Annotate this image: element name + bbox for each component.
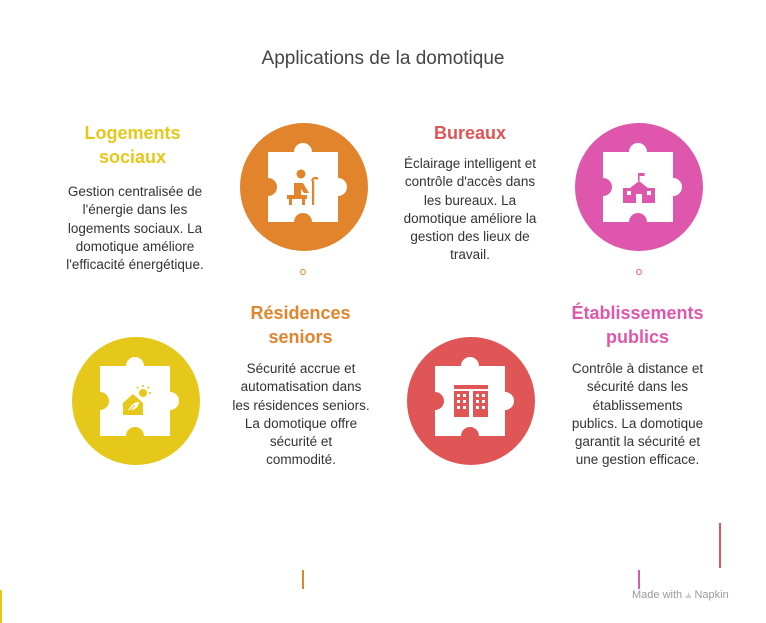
eco-house-icon bbox=[72, 337, 200, 465]
heading-line: seniors bbox=[268, 327, 333, 347]
desc-line: travail. bbox=[450, 247, 490, 263]
heading-residences-seniors bbox=[228, 301, 373, 349]
circle-etablissements-publics bbox=[575, 123, 703, 251]
timeline-bar-pink bbox=[638, 570, 640, 589]
desc-line: La domotique offre bbox=[244, 415, 358, 431]
desc-line: gestion des lieux de bbox=[410, 229, 530, 245]
heading-bureaux bbox=[400, 121, 540, 145]
connector-dot-pink bbox=[636, 269, 642, 275]
circle-bureaux bbox=[407, 337, 535, 465]
desc-line: l'efficacité énergétique. bbox=[66, 257, 204, 273]
office-building-icon bbox=[407, 337, 535, 465]
heading-line: publics bbox=[605, 327, 669, 347]
desc-line: les bureaux. La bbox=[423, 192, 517, 208]
heading-line: Bureaux bbox=[433, 123, 507, 143]
desc-line: l'énergie dans les bbox=[82, 202, 188, 218]
circle-residences-seniors bbox=[240, 123, 368, 251]
desc-logements-sociaux bbox=[45, 183, 225, 274]
heading-line: Logements bbox=[84, 123, 181, 143]
timeline-bar-yellow bbox=[0, 590, 2, 623]
desc-line: établissements bbox=[592, 397, 683, 413]
desc-line: automatisation dans bbox=[240, 379, 362, 395]
desc-line: commodité. bbox=[266, 452, 336, 468]
desc-line: une gestion efficace. bbox=[575, 452, 700, 468]
desc-line: domotique améliore bbox=[75, 238, 195, 254]
desc-line: les résidences seniors. bbox=[232, 397, 370, 413]
desc-line: Contrôle à distance et bbox=[571, 361, 704, 376]
desc-line: sécurité et bbox=[269, 434, 333, 450]
heading-logements-sociaux bbox=[60, 121, 205, 169]
heading-line: sociaux bbox=[98, 147, 167, 167]
made-with-label: Made with bbox=[632, 589, 683, 601]
school-building-icon bbox=[575, 123, 703, 251]
timeline-bar-red bbox=[719, 523, 721, 568]
napkin-brand-label: Napkin bbox=[694, 589, 729, 601]
desc-line: domotique améliore la bbox=[403, 210, 537, 226]
heading-line: Résidences bbox=[250, 303, 351, 323]
elderly-person-icon bbox=[240, 123, 368, 251]
desc-line: Gestion centralisée de bbox=[67, 184, 203, 199]
timeline-bar-orange bbox=[302, 570, 304, 589]
napkin-logo-icon: ⫨ bbox=[685, 589, 692, 601]
desc-etablissements-publics bbox=[550, 360, 725, 470]
desc-bureaux bbox=[382, 155, 558, 265]
desc-residences-seniors bbox=[212, 360, 390, 470]
desc-line: logements sociaux. La bbox=[67, 220, 203, 236]
desc-line: sécurité dans les bbox=[586, 379, 689, 395]
heading-line: Établissements bbox=[571, 303, 704, 323]
heading-etablissements-publics bbox=[555, 301, 720, 349]
circle-logements-sociaux bbox=[72, 337, 200, 465]
desc-line: publics. La domotique bbox=[571, 415, 704, 431]
connector-dot-orange bbox=[300, 269, 306, 275]
desc-line: contrôle d'accès dans bbox=[404, 174, 536, 190]
desc-line: Éclairage intelligent et bbox=[403, 156, 537, 171]
desc-line: garantit la sécurité et bbox=[574, 434, 701, 450]
napkin-watermark[interactable] bbox=[632, 589, 729, 602]
page-title: Applications de la domotique bbox=[261, 48, 505, 69]
desc-line: Sécurité accrue et bbox=[246, 361, 356, 376]
